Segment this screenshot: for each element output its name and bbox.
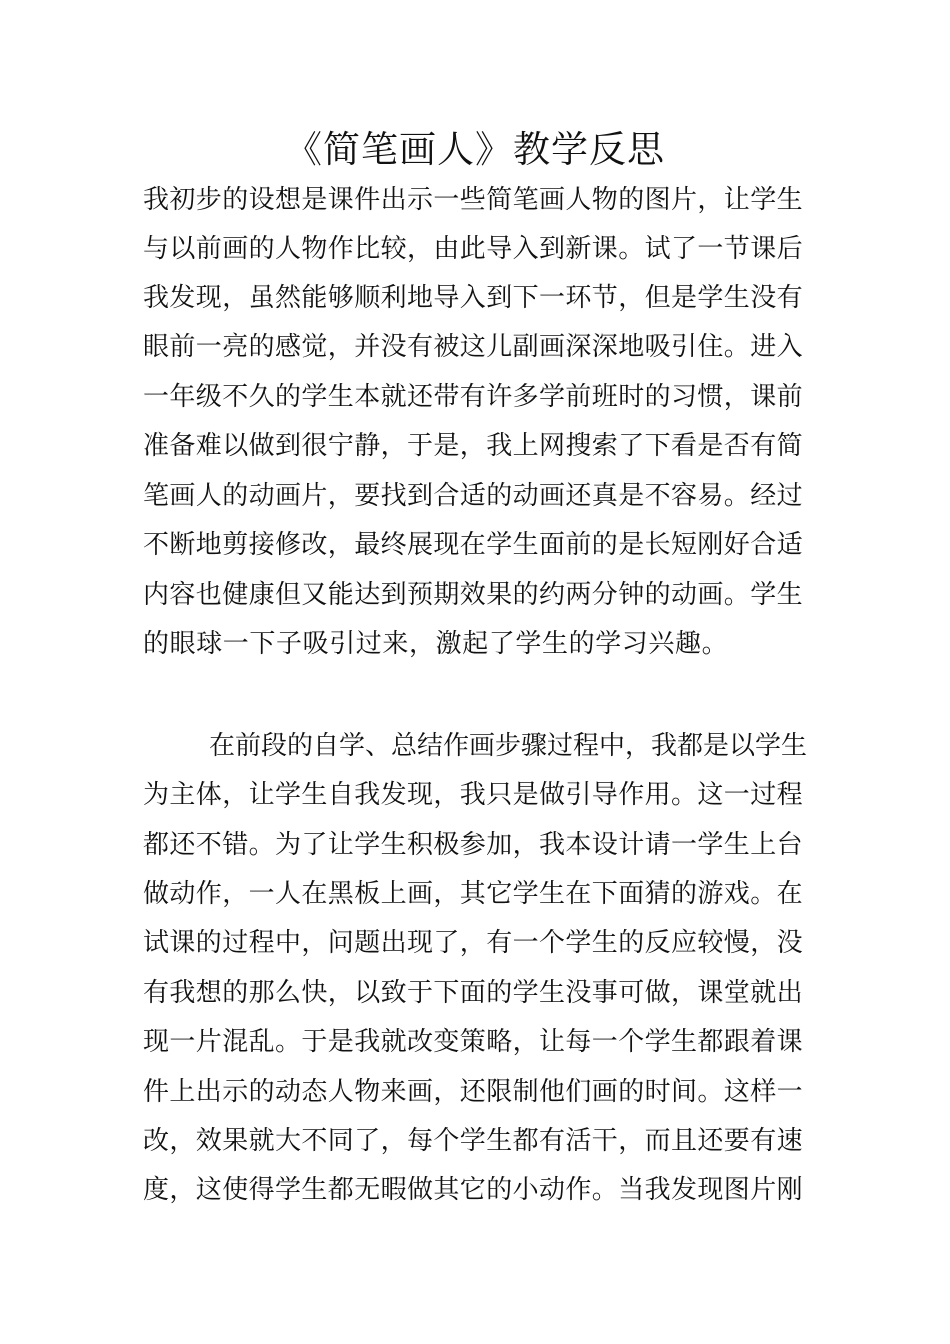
paragraph-2-line-3: 都还不错。为了让学生积极参加，我本设计请一学生上台 [143,830,804,860]
paragraph-2-line-2: 为主体，让学生自我发现，我只是做引导作用。这一过程 [143,780,804,810]
paragraph-1-line-4: 眼前一亮的感觉，并没有被这儿副画深深地吸引住。进入 [143,332,804,362]
paragraph-1-line-2: 与以前画的人物作比较，由此导入到新课。试了一节课后 [143,234,804,264]
paragraph-1-line-10: 的眼球一下子吸引过来，激起了学生的学习兴趣。 [143,629,729,659]
paragraph-2-line-5: 试课的过程中，问题出现了，有一个学生的反应较慢，没 [143,928,804,958]
paragraph-2-line-4: 做动作，一人在黑板上画，其它学生在下面猜的游戏。在 [143,879,804,909]
paragraph-2-line-7: 现一片混乱。于是我就改变策略，让每一个学生都跟着课 [143,1027,804,1057]
document-title: 《简笔画人》教学反思 [285,128,665,171]
paragraph-1-line-7: 笔画人的动画片，要找到合适的动画还真是不容易。经过 [143,481,804,511]
paragraph-2-line-6: 有我想的那么快，以致于下面的学生没事可做，课堂就出 [143,978,804,1008]
paragraph-2-line-9: 改，效果就大不同了，每个学生都有活干，而且还要有速 [143,1126,804,1156]
paragraph-1-line-3: 我发现，虽然能够顺利地导入到下一环节，但是学生没有 [143,283,804,313]
paragraph-2-line-1: 在前段的自学、总结作画步骤过程中，我都是以学生 [209,731,808,761]
paragraph-2-line-10: 度，这使得学生都无暇做其它的小动作。当我发现图片刚 [143,1175,804,1205]
paragraph-1-line-5: 一年级不久的学生本就还带有许多学前班时的习惯，课前 [143,382,804,412]
paragraph-1-line-8: 不断地剪接修改，最终展现在学生面前的是长短刚好合适 [143,530,804,560]
paragraph-1-line-1: 我初步的设想是课件出示一些简笔画人物的图片，让学生 [143,185,804,215]
paragraph-1-line-9: 内容也健康但又能达到预期效果的约两分钟的动画。学生 [143,580,804,610]
paragraph-1-line-6: 准备难以做到很宁静，于是，我上网搜索了下看是否有简 [143,431,804,461]
paragraph-2-line-8: 件上出示的动态人物来画，还限制他们画的时间。这样一 [143,1077,804,1107]
